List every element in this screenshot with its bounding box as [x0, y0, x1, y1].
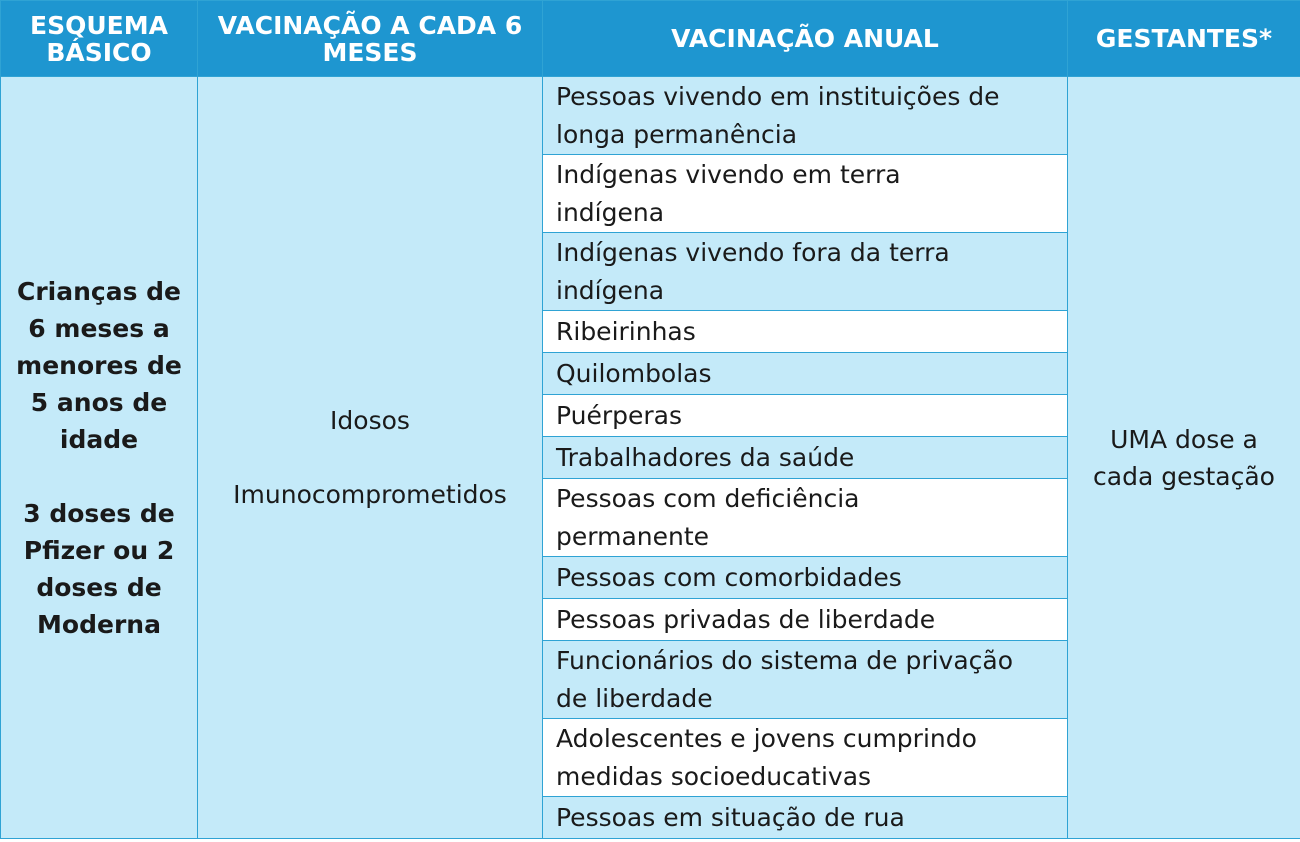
list-item: Ribeirinhas — [543, 311, 1068, 353]
table-row — [1, 77, 1300, 155]
header-annual: VACINAÇÃO ANUAL — [543, 1, 1068, 77]
list-item: Indígenas vivendo fora da terra indígena — [543, 233, 1068, 311]
list-item: Pessoas privadas de liberdade — [543, 599, 1068, 641]
header-row — [1, 1, 1300, 77]
list-item: Adolescentes e jovens cumprindo medidas socioeducativas — [543, 719, 1068, 797]
pregnant-cell: UMA dose a cada gestação — [1068, 77, 1300, 839]
list-item: Quilombolas — [543, 353, 1068, 395]
basic-scheme-cell: Crianças de 6 meses a menores de 5 anos de idade 3 doses de Pfizer ou 2 doses de Moderna — [1, 77, 198, 839]
list-item: Pessoas com deficiência permanente — [543, 479, 1068, 557]
header-basic-scheme: ESQUEMA BÁSICO — [1, 1, 198, 77]
header-pregnant: GESTANTES* — [1068, 1, 1300, 77]
list-item: Puérperas — [543, 395, 1068, 437]
list-item: Trabalhadores da saúde — [543, 437, 1068, 479]
six-months-cell: Idosos Imunocomprometidos — [198, 77, 543, 839]
header-six-months: VACINAÇÃO A CADA 6 MESES — [198, 1, 543, 77]
list-item: Funcionários do sistema de privação de liberdade — [543, 641, 1068, 719]
list-item: Pessoas vivendo em instituições de longa permanência — [543, 77, 1068, 155]
list-item: Pessoas com comorbidades — [543, 557, 1068, 599]
list-item: Indígenas vivendo em terra indígena — [543, 155, 1068, 233]
list-item: Pessoas em situação de rua — [543, 797, 1068, 839]
